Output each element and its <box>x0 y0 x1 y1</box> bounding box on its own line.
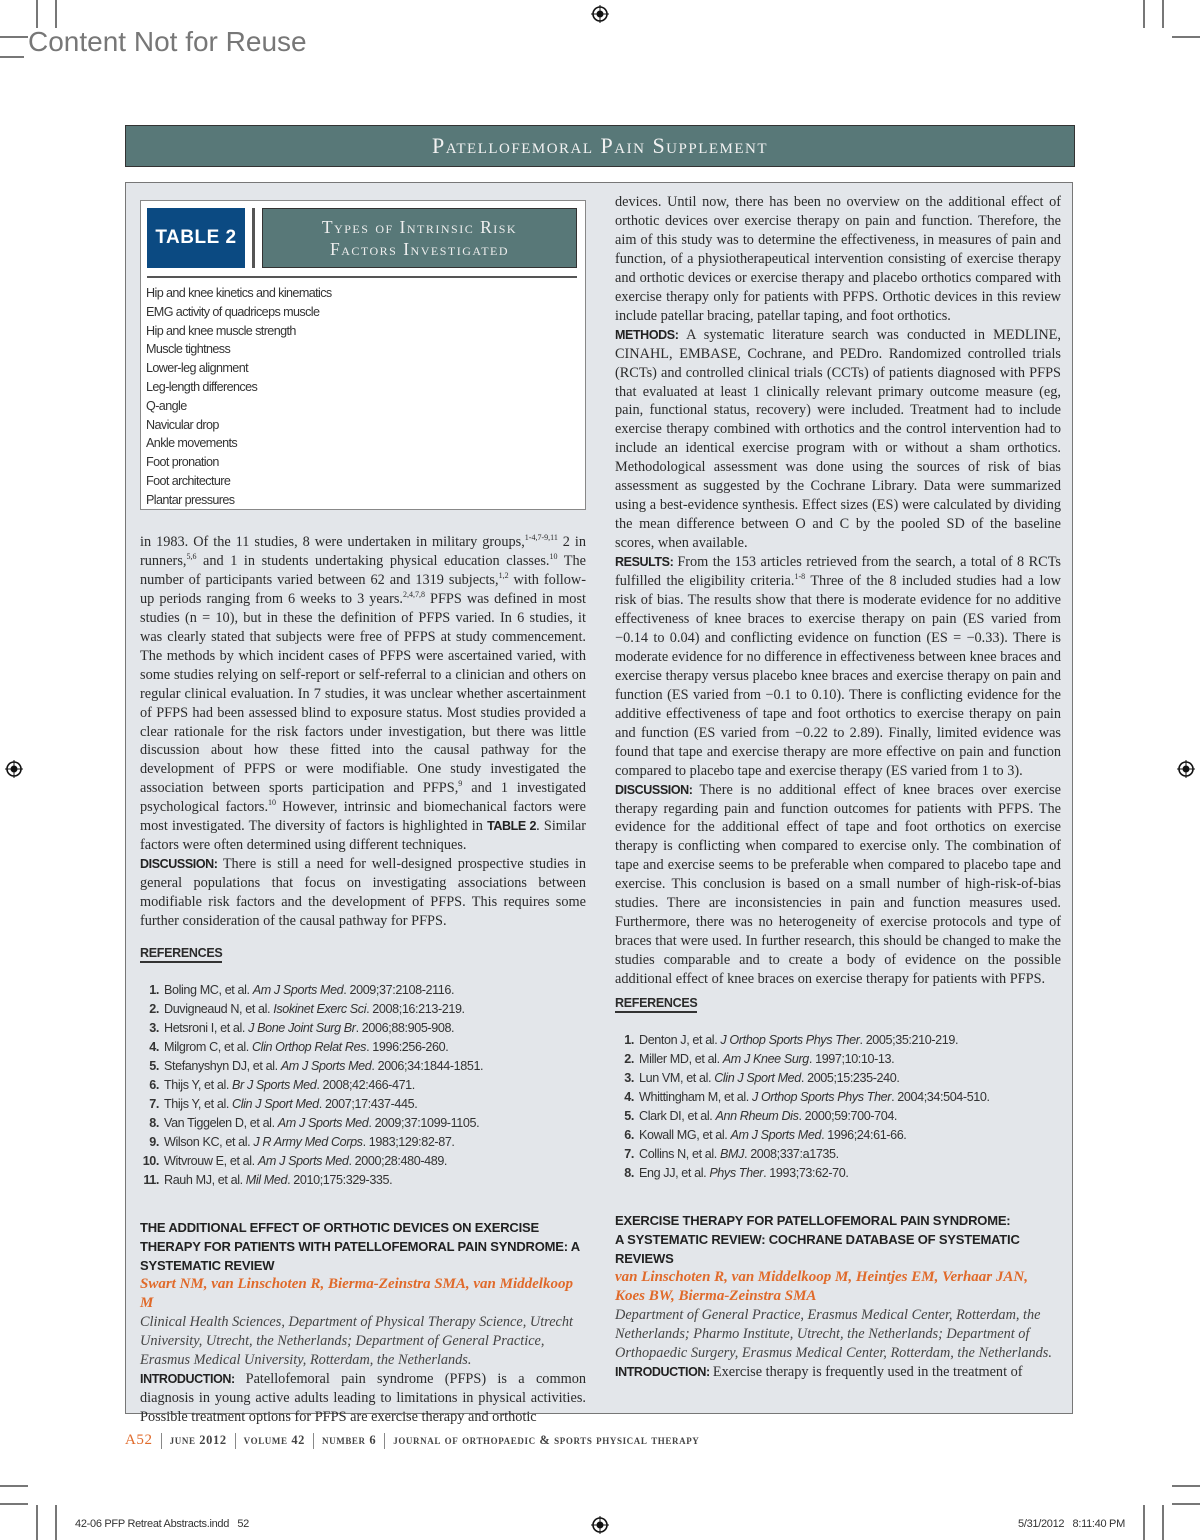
slug-timestamp: 5/31/2012 8:11:40 PM <box>1018 1518 1125 1530</box>
reference-text <box>639 1069 899 1088</box>
reference-citation: . 2008;337:a1735. <box>744 1147 839 1162</box>
references-heading: REFERENCES <box>140 945 222 963</box>
reference-item <box>140 1057 586 1076</box>
reference-authors: Thijs Y, et al. <box>164 1097 233 1112</box>
article-affiliation: Clinical Health Sciences, Department of Physical Therapy Science, Utrecht University, Utrecht, the Netherlands; Department of General Practice, Erasmus Medical University, Rotterdam, the Netherlands. <box>140 1314 574 1368</box>
reference-journal: J Orthop Sports Phys Ther <box>720 1033 860 1048</box>
reference-authors: Milgrom C, et al. <box>164 1040 252 1055</box>
reference-text <box>639 1164 848 1183</box>
article-authors: van Linschoten R, van Middelkoop M, Heintjes EM, Verhaar JAN, Koes BW, Bierma-Zeinstra SMA <box>615 1269 1028 1305</box>
reference-journal: Am J Sports Med <box>257 1154 349 1169</box>
reference-citation: . 2008;42:466-471. <box>316 1078 415 1093</box>
text-run: A systematic literature search was conducted in MEDLINE, CINAHL, EMBASE, Cochrane, and PEDro. Randomized controlled trials (RCTs) and controlled clinical trials (CCTs) of patients diagnosed with PFPS that evaluated at least 1 clinically relevant primary outcome measure (eg, pain, functional status, recovery) were included. Treatment had to include exercise therapy combined with orthotics and the control intervention had to include an identical exercise program with or without a sham orthotics. Methodological assessment was done using the sources of risk of bias assessment as suggested by the Cochrane Library. Data were summarized using a best-evidence synthesis. Effect sizes (ES) were calculated by dividing the mean difference between O and C by the pooled SD of the baseline scores, when available. <box>615 326 1061 552</box>
reference-text <box>639 1126 906 1145</box>
registration-mark-icon <box>1177 760 1195 778</box>
methods-paragraph <box>615 326 1061 553</box>
reference-number: 4. <box>624 1090 634 1105</box>
reference-item <box>140 1171 586 1190</box>
reference-number: 8. <box>624 1166 634 1181</box>
reference-citation: . 2009;37:2108-2116. <box>343 983 455 998</box>
reference-journal: Am J Sports Med <box>280 1059 372 1074</box>
reference-item <box>615 1126 1061 1145</box>
reference-item <box>140 1038 586 1057</box>
reference-citation: . 1996:256-260. <box>366 1040 449 1055</box>
citation-superscript: 5,6 <box>186 552 197 562</box>
reference-text <box>164 981 454 1000</box>
reference-number: 7. <box>149 1097 159 1112</box>
section-label: RESULTS: <box>615 555 678 570</box>
reference-citation: . 2008;16:213-219. <box>366 1002 465 1017</box>
reference-text <box>639 1031 958 1050</box>
reference-number: 6. <box>624 1128 634 1143</box>
results-paragraph <box>615 553 1061 780</box>
risk-factor-item: Muscle tightness <box>146 342 231 357</box>
reference-authors: Miller MD, et al. <box>639 1052 723 1067</box>
reference-item <box>140 981 586 1000</box>
reference-citation: . 2006;34:1844-1851. <box>371 1059 484 1074</box>
reference-item <box>615 1050 1061 1069</box>
reference-journal: Am J Sports Med <box>730 1128 822 1143</box>
reference-list <box>615 1031 1061 1183</box>
reference-number: 5. <box>624 1109 634 1124</box>
introduction-paragraph <box>615 1363 1061 1382</box>
reference-number: 2. <box>624 1052 634 1067</box>
article-title-line: EXERCISE THERAPY FOR PATELLOFEMORAL PAIN SYNDROME: <box>615 1213 1011 1229</box>
reference-journal: J R Army Med Corps <box>253 1135 363 1150</box>
section-label: INTRODUCTION: <box>615 1364 713 1379</box>
text-run: and 1 in students undertaking physical education classes. <box>196 552 550 569</box>
body-paragraph <box>140 533 586 855</box>
text-run: From the 153 articles retrieved from the search, a total of 8 RCTs fulfilled the eligibility criteria. <box>615 554 1061 590</box>
table-title <box>262 208 577 268</box>
reference-authors: Rauh MJ, et al. <box>164 1173 246 1188</box>
references-heading: REFERENCES <box>615 995 697 1013</box>
reference-text <box>164 1038 448 1057</box>
text-run: Exercise therapy is frequently used in the treatment of <box>712 1363 1023 1380</box>
reference-journal: BMJ <box>720 1147 744 1162</box>
reference-citation: . 2005;35:210-219. <box>859 1033 959 1048</box>
section-label: INTRODUCTION: <box>140 1371 246 1386</box>
reference-authors: Kowall MG, et al. <box>639 1128 731 1143</box>
risk-factor-item: Foot pronation <box>146 455 219 470</box>
crop-mark <box>1143 0 1145 28</box>
reference-journal: Ann Rheum Dis <box>715 1109 799 1124</box>
reference-text <box>164 1019 454 1038</box>
reference-number: 8. <box>149 1116 159 1131</box>
table-title-line: Factors Investigated <box>329 239 510 259</box>
reference-authors: Collins N, et al. <box>639 1147 720 1162</box>
text-run: 2 in runners, <box>140 534 587 569</box>
reference-item <box>140 1095 586 1114</box>
reference-citation: . 2007;17:437-445. <box>318 1097 418 1112</box>
risk-factor-item: Navicular drop <box>146 417 219 432</box>
text-run: The number of participants varied between 62 and 1319 subjects, <box>140 552 586 588</box>
reference-text <box>164 1152 447 1171</box>
reference-authors: Witvrouw E, et al. <box>164 1154 258 1169</box>
reference-journal: Clin Orthop Relat Res <box>251 1040 367 1055</box>
journal-name: journal of orthopaedic & sports physical therapy <box>393 1433 700 1447</box>
reference-text <box>164 1000 465 1019</box>
reference-text <box>164 1095 417 1114</box>
reference-citation: . 2000;59:700-704. <box>798 1109 898 1124</box>
risk-factor-item: EMG activity of quadriceps muscle <box>146 304 320 319</box>
risk-factor-item: Hip and knee kinetics and kinematics <box>146 286 332 300</box>
text-run: . Similar factors were often determined using different techniques. <box>140 818 586 854</box>
risk-factor-item: Leg-length differences <box>146 379 258 394</box>
divider <box>235 1433 236 1449</box>
reference-text <box>639 1088 990 1107</box>
registration-mark-icon <box>591 1516 609 1534</box>
reference-authors: Boling MC, et al. <box>164 983 253 998</box>
reference-item <box>140 1019 586 1038</box>
citation-superscript: 1-4,7-9,11 <box>524 533 558 543</box>
section-label: METHODS: <box>615 327 687 342</box>
reference-authors: Eng JJ, et al. <box>639 1166 710 1181</box>
crop-mark <box>1143 1505 1145 1540</box>
reference-journal: Am J Knee Surg <box>722 1052 809 1067</box>
divider <box>384 1433 385 1449</box>
text-run: PFPS was defined in most studies (n = 10), but in these the definition of PFPS varied. In 6 studies, it was clearly stated that subjects were free of PFPS at study commencement. The methods by which incident cases of PFPS were ascertained varied, with some studies relying on self-report or self-referral to a clinician and others on regular clinical evaluation. In 7 studies, it was unclear whether ascertainment of PFPS had been assessed blind to exposure status. Most studies provided a clear rationale for the risk factors under investigation, but there was little discussion about how these fitted into the causal pathway for the development of PFPS or were modifiable. One study investigated the association between sports participation and PFPS, <box>140 590 586 797</box>
risk-factor-item: Foot architecture <box>146 473 231 488</box>
reference-journal: J Orthop Sports Phys Ther <box>751 1090 892 1105</box>
right-column <box>615 193 1061 1382</box>
discussion-paragraph <box>140 855 586 931</box>
reference-list <box>140 981 586 1190</box>
risk-factor-item: Lower-leg alignment <box>146 361 249 376</box>
page-number: A52 <box>125 1432 153 1448</box>
reference-citation: . 1993;73:62-70. <box>763 1166 849 1181</box>
reference-citation: . 2004;34:504-510. <box>891 1090 990 1105</box>
citation-superscript: 10 <box>268 798 277 808</box>
reference-citation: . 2000;28:480-489. <box>348 1154 448 1169</box>
issue-date: june 2012 <box>169 1433 227 1447</box>
citation-superscript: 10 <box>549 552 558 562</box>
reference-journal: Br J Sports Med <box>232 1078 317 1093</box>
reference-text <box>164 1171 392 1190</box>
divider <box>147 276 577 278</box>
article-affiliation: Department of General Practice, Erasmus Medical Center, Rotterdam, the Netherlands; Pharmo Institute, Utrecht, the Netherlands; Department of Orthopaedic Surgery, Erasmus Medical Center, Rotterdam, the Netherlands. <box>615 1307 1052 1361</box>
reference-text <box>639 1145 839 1164</box>
reference-text <box>639 1050 894 1069</box>
text-run: in 1983. Of the 11 studies, 8 were undertaken in military groups, <box>140 534 525 550</box>
reference-item <box>615 1088 1061 1107</box>
reference-journal: Clin J Sport Med <box>232 1097 319 1112</box>
reference-item <box>615 1164 1061 1183</box>
text-run: Three of the 8 included studies had a low risk of bias. The results show that there is moderate evidence for no additive effectiveness of knee braces to exercise therapy on pain (ES varied from −0.14 to 0.04) and conflicting evidence on function (ES = −0.33). There is moderate evidence for no difference in effectiveness between knee braces and exercise therapy versus placebo knee braces and exercise therapy on pain and function (ES varied from −0.1 to 0.10). There is conflicting evidence for the additive effectiveness of tape and foot orthotics to exercise therapy on pain and function (ES varied from −0.22 to 2.89). Finally, limited evidence was found that tape and exercise therapy are more effective on pain and function compared to placebo tape and exercise therapy (ES varied from 1 to 3). <box>615 573 1061 779</box>
reference-number: 1. <box>149 983 159 998</box>
citation-superscript: 2,4,7,8 <box>403 590 425 600</box>
citation-superscript: 1-8 <box>794 572 806 582</box>
reference-authors: Stefanyshyn DJ, et al. <box>164 1059 281 1074</box>
section-banner: Patellofemoral Pain Supplement <box>125 125 1075 167</box>
reference-authors: Wilson KC, et al. <box>164 1135 254 1150</box>
reference-text <box>164 1114 479 1133</box>
reference-citation: . 2005;15:235-240. <box>800 1071 900 1086</box>
reference-text <box>164 1057 483 1076</box>
section-label: DISCUSSION: <box>140 857 223 872</box>
reference-citation: . 1983;129:82-87. <box>362 1135 455 1150</box>
crop-mark <box>55 0 57 28</box>
slug-filename: 42-06 PFP Retreat Abstracts.indd 52 <box>75 1518 249 1530</box>
crop-mark <box>0 1485 28 1487</box>
text-run: devices. Until now, there has been no overview on the additional effect of orthotic devices over exercise therapy on pain and function. Therefore, the aim of this study was to determine the effectiveness, in measures of pain and function, of a physiotherapeutical intervention consisting of exercise therapy and orthotic devices or exercise therapy and placebo orthotics compared with exercise therapy only for patients with PFPS. Orthotic devices in this review include patellar bracing, patellar taping, and foot orthotics. <box>615 194 1061 324</box>
section-label: TABLE 2 <box>487 819 537 834</box>
reference-number: 7. <box>624 1147 634 1162</box>
reference-journal: J Bone Joint Surg Br <box>248 1021 356 1036</box>
reference-authors: Whittingham M, et al. <box>639 1090 752 1105</box>
reference-number: 4. <box>149 1040 159 1055</box>
crop-mark <box>1162 1505 1164 1540</box>
reference-number: 1. <box>624 1033 634 1048</box>
reference-journal: Phys Ther <box>709 1166 764 1181</box>
reference-authors: Thijs Y, et al. <box>164 1078 233 1093</box>
discussion-paragraph <box>615 781 1061 989</box>
citation-superscript: 9 <box>458 779 463 789</box>
reference-journal: Am J Sports Med <box>252 983 344 998</box>
risk-factor-item: Hip and knee muscle strength <box>146 323 296 338</box>
reference-citation: . 1997;10:10-13. <box>808 1052 895 1067</box>
reference-number: 5. <box>149 1059 159 1074</box>
divider <box>252 208 255 268</box>
reference-citation: . 2010;175:329-335. <box>287 1173 393 1188</box>
risk-factor-item: Ankle movements <box>146 436 238 451</box>
reference-authors: Lun VM, et al. <box>639 1071 715 1086</box>
risk-factor-item: Q-angle <box>146 398 187 413</box>
divider <box>313 1433 314 1449</box>
page-footer <box>125 1432 699 1449</box>
crop-mark <box>0 36 28 38</box>
reference-citation: . 2009;37:1099-1105. <box>368 1116 480 1131</box>
table-2 <box>140 200 586 510</box>
introduction-paragraph <box>140 1370 586 1427</box>
article-title <box>615 1211 1061 1268</box>
watermark: Content Not for Reuse <box>28 26 307 57</box>
crop-mark <box>1172 1485 1200 1487</box>
reference-citation: . 1996;24:61-66. <box>821 1128 907 1143</box>
reference-number: 11. <box>143 1173 159 1188</box>
crop-mark <box>1172 1503 1200 1505</box>
reference-journal: Clin J Sport Med <box>714 1071 801 1086</box>
reference-text <box>164 1133 455 1152</box>
crop-mark <box>55 1505 57 1540</box>
crop-mark <box>36 1505 38 1540</box>
article-title-line: A SYSTEMATIC REVIEW: COCHRANE DATABASE OF SYSTEMATIC REVIEWS <box>615 1232 1020 1267</box>
registration-mark-icon <box>5 760 23 778</box>
issue-number: number 6 <box>322 1433 377 1447</box>
reference-text <box>164 1076 415 1095</box>
text-run: There is no additional effect of knee braces over exercise therapy regarding pain and function outcomes for patients with PFPS. The evidence for the additional effect of tape and foot orthotics on exercise therapy is conflicting when compared to exercise only. The combination of tape and exercise seems to be preferable when compared to placebo tape and exercise. This conclusion is based on a small number of high-risk-of-bias studies. There are inconsistencies in pain and function measures used. Furthermore, there was no heterogeneity of exercise protocols and type of braces that were used. In further research, this should be changed to make the studies comparable and to create a body of evidence on the possible additional effect of knee braces on exercise therapy for patients with PFPS. <box>615 781 1062 988</box>
reference-authors: Denton J, et al. <box>639 1033 721 1048</box>
text-run: with follow-up periods ranging from 6 weeks to 3 years. <box>140 571 587 607</box>
crop-mark <box>0 56 24 58</box>
reference-authors: Hetsroni I, et al. <box>164 1021 249 1036</box>
section-label: DISCUSSION: <box>615 782 700 797</box>
text-run: and 1 investigated psychological factors. <box>140 780 586 816</box>
reference-item <box>615 1069 1061 1088</box>
reference-number: 6. <box>149 1078 159 1093</box>
reference-number: 9. <box>149 1135 159 1150</box>
crop-mark <box>36 0 38 28</box>
reference-item <box>615 1031 1061 1050</box>
reference-number: 3. <box>149 1021 159 1036</box>
volume: volume 42 <box>243 1433 306 1447</box>
table-number: TABLE 2 <box>147 208 245 268</box>
article-title: THE ADDITIONAL EFFECT OF ORTHOTIC DEVICES ON EXERCISE THERAPY FOR PATIENTS WITH PATELLOFEMORAL PAIN SYNDROME: A SYSTEMATIC REVIEW <box>140 1220 580 1274</box>
reference-number: 2. <box>149 1002 159 1017</box>
reference-number: 10. <box>142 1154 159 1169</box>
reference-citation: . 2006;88:905-908. <box>355 1021 455 1036</box>
divider <box>161 1433 162 1449</box>
reference-item <box>140 1114 586 1133</box>
reference-item <box>140 1152 586 1171</box>
table-title-line: Types of Intrinsic Risk <box>321 217 518 237</box>
reference-journal: Am J Sports Med <box>277 1116 369 1131</box>
reference-number: 3. <box>624 1071 634 1086</box>
reference-item <box>140 1000 586 1019</box>
reference-journal: Isokinet Exerc Sci <box>273 1002 367 1017</box>
reference-journal: Mil Med <box>245 1173 288 1188</box>
risk-factor-item: Plantar pressures <box>146 492 235 507</box>
reference-authors: Van Tiggelen D, et al. <box>164 1116 278 1131</box>
text-run: Patellofemoral pain syndrome (PFPS) is a common diagnosis in young active adults leading to limitations in physical activities. Possible treatment options for PFPS are exercise therapy and orthotic <box>140 1370 586 1425</box>
text-run: However, intrinsic and biomechanical factors were most investigated. The diversity of factors is highlighted in <box>140 799 586 835</box>
reference-authors: Duvigneaud N, et al. <box>164 1002 274 1017</box>
crop-mark <box>1172 36 1200 38</box>
body-paragraph <box>615 193 1061 326</box>
reference-item <box>140 1133 586 1152</box>
risk-factor-list <box>146 284 332 510</box>
crop-mark <box>0 1503 28 1505</box>
crop-mark <box>1162 0 1164 28</box>
reference-authors: Clark DI, et al. <box>639 1109 716 1124</box>
registration-mark-icon <box>591 5 609 23</box>
reference-item <box>615 1145 1061 1164</box>
article-authors: Swart NM, van Linschoten R, Bierma-Zeinstra SMA, van Middelkoop M <box>140 1276 573 1312</box>
text-run: There is still a need for well-designed prospective studies in general populations that focus on investigating associations between modifiable risk factors and the development of PFPS. This requires some further consideration of the causal pathway for PFPS. <box>140 856 586 930</box>
reference-text <box>639 1107 897 1126</box>
left-column <box>140 533 586 1427</box>
reference-item <box>615 1107 1061 1126</box>
citation-superscript: 1,2 <box>498 571 509 581</box>
reference-item <box>140 1076 586 1095</box>
